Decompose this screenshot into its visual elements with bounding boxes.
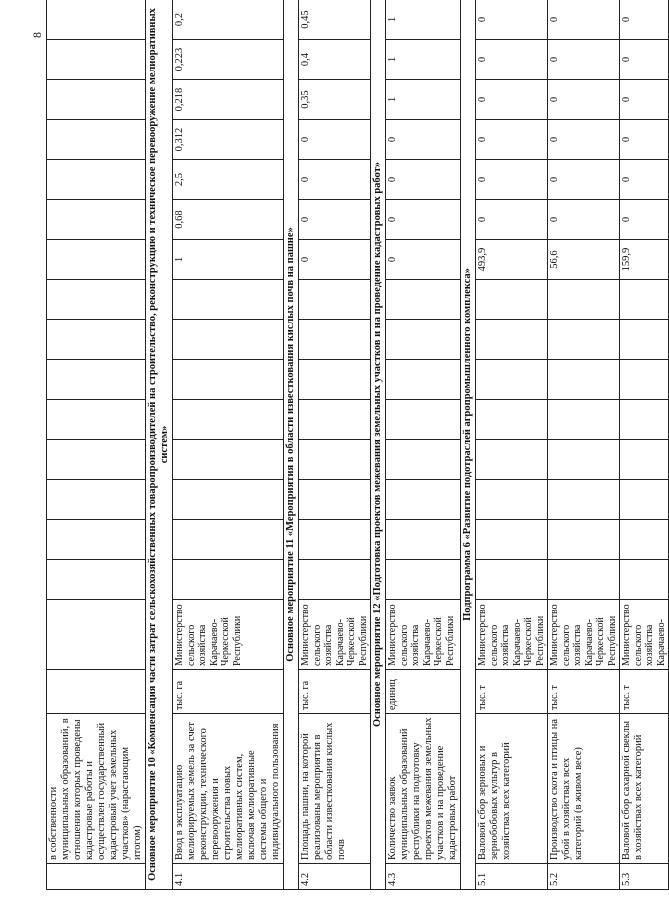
empty-cell: [548, 360, 620, 400]
unit-cell: тыс. т: [620, 670, 669, 714]
indicator-table: [46, 0, 669, 890]
empty-cell: [476, 280, 548, 320]
empty-cell: [173, 320, 284, 360]
table-row: [548, 0, 620, 890]
indicator-name: Валовой сбор зерновых и зернобобовых культур в хозяйствах всех категорий: [476, 714, 548, 864]
empty-cell: [299, 400, 371, 440]
row-number: 5.1: [476, 864, 548, 890]
indicator-name: Валовой сбор сахарной свеклы в хозяйствах всех категорий: [620, 714, 669, 864]
unit-cell: тыс. га: [299, 670, 371, 714]
value-cell: 0: [620, 200, 669, 240]
empty-cell: [299, 560, 371, 600]
value-cell: 0,45: [299, 0, 371, 40]
value-cell: 0: [548, 200, 620, 240]
value-cell: 0,223: [173, 40, 284, 80]
empty-cell: [386, 360, 461, 400]
section-title: Подпрограмма 6 «Развитие подотраслей агропромышленного комплекса»: [461, 0, 476, 890]
row-number: 4.3: [386, 864, 461, 890]
empty-cell: [620, 440, 669, 480]
empty-cell: [476, 360, 548, 400]
empty-cell: [386, 440, 461, 480]
value-cell: 0: [476, 0, 548, 40]
table-row: [47, 0, 146, 890]
table-body: [47, 0, 669, 890]
section-header-row: [284, 0, 299, 890]
value-cell: 0: [620, 160, 669, 200]
continuation-text: в собственности муниципальных образований, в отношении которых проведены кадастровые работы и осуществлен государственный кадастровый учет земельных участков» (нарастающим итогом): [47, 714, 146, 864]
value-cell: 0: [476, 160, 548, 200]
section-title: Основное мероприятие 11 «Мероприятия в области известкования кислых почв на пашне»: [284, 0, 299, 890]
empty-cell: [620, 520, 669, 560]
value-cell: 0: [620, 40, 669, 80]
table-row: [299, 0, 371, 890]
value-cell: 0: [386, 160, 461, 200]
empty-cell: [476, 440, 548, 480]
value-cell: 0: [548, 80, 620, 120]
value-cell: 56,6: [548, 240, 620, 280]
responsible-org: Министерство сельского хозяйства Карачаево-Черкесской Республики: [299, 600, 371, 670]
value-cell: 0: [386, 200, 461, 240]
value-cell: 0: [386, 240, 461, 280]
empty-cell: [476, 560, 548, 600]
value-cell: 0: [299, 160, 371, 200]
section-header-row: [461, 0, 476, 890]
value-cell: 1: [386, 40, 461, 80]
empty-cell: [299, 280, 371, 320]
value-cell: 1: [386, 0, 461, 40]
value-cell: 0: [620, 80, 669, 120]
unit-cell: тыс. га: [173, 670, 284, 714]
value-cell: 0: [299, 200, 371, 240]
section-header-row: [146, 0, 173, 890]
value-cell: 1: [386, 80, 461, 120]
value-cell: 0: [548, 160, 620, 200]
table-row: [620, 0, 669, 890]
row-number: 5.2: [548, 864, 620, 890]
rotated-page: [30, 8, 667, 890]
value-cell: 493,9: [476, 240, 548, 280]
empty-cell: [299, 480, 371, 520]
value-cell: 0: [620, 120, 669, 160]
empty-cell: [299, 440, 371, 480]
indicator-name: Ввод в эксплуатацию мелиорируемых земель за счет реконструкции, технического перевооружения и строительства новых мелиоративных систем, включая мелиоративные системы общего и индивидуального пользования: [173, 714, 284, 864]
value-cell: 0: [548, 40, 620, 80]
indicator-name: Производство скота и птицы на убой в хозяйствах всех категорий (в живом весе): [548, 714, 620, 864]
value-cell: 159,9: [620, 240, 669, 280]
value-cell: 0,312: [173, 120, 284, 160]
table-row: [476, 0, 548, 890]
responsible-org: Министерство сельского хозяйства Карачаево-Черкесской Республики: [173, 600, 284, 670]
empty-cell: [548, 440, 620, 480]
empty-cell: [620, 400, 669, 440]
empty-cell: [476, 480, 548, 520]
value-cell: 0: [476, 80, 548, 120]
empty-cell: [620, 360, 669, 400]
responsible-org: Министерство сельского хозяйства Карачаево-Черкесской Республики: [548, 600, 620, 670]
responsible-org: Министерство сельского хозяйства Карачаево-: [620, 600, 669, 670]
value-cell: 0: [476, 120, 548, 160]
row-number: 4.1: [173, 864, 284, 890]
empty-cell: [299, 320, 371, 360]
indicator-name: Площадь пашни, на которой реализованы мероприятия в области известкования кислых почв: [299, 714, 371, 864]
empty-cell: [476, 520, 548, 560]
value-cell: 0: [299, 120, 371, 160]
unit-cell: единиц: [386, 670, 461, 714]
value-cell: 0: [299, 240, 371, 280]
value-cell: 0: [548, 120, 620, 160]
value-cell: 0: [476, 40, 548, 80]
empty-cell: [620, 560, 669, 600]
empty-cell: [386, 520, 461, 560]
value-cell: 0: [620, 0, 669, 40]
unit-cell: тыс. т: [548, 670, 620, 714]
value-cell: 0,4: [299, 40, 371, 80]
responsible-org: Министерство сельского хозяйства Карачаево-Черкесской Республики: [386, 600, 461, 670]
empty-cell: [386, 400, 461, 440]
empty-cell: [476, 320, 548, 360]
empty-cell: [620, 280, 669, 320]
empty-cell: [173, 440, 284, 480]
responsible-org: Министерство сельского хозяйства Карачаево-Черкесской Республики: [476, 600, 548, 670]
row-number: 4.2: [299, 864, 371, 890]
empty-cell: [173, 280, 284, 320]
empty-cell: [548, 280, 620, 320]
empty-cell: [299, 360, 371, 400]
value-cell: 0,218: [173, 80, 284, 120]
empty-cell: [548, 520, 620, 560]
value-cell: 0: [476, 200, 548, 240]
value-cell: 1: [173, 240, 284, 280]
empty-cell: [548, 480, 620, 520]
table-row: [173, 0, 284, 890]
value-cell: 0,35: [299, 80, 371, 120]
empty-cell: [620, 320, 669, 360]
section-title: Основное мероприятие 12 «Подготовка проектов межевания земельных участков и на проведение кадастровых работ»: [371, 0, 386, 890]
row-number: 5.3: [620, 864, 669, 890]
empty-cell: [173, 360, 284, 400]
value-cell: 0,68: [173, 200, 284, 240]
empty-cell: [548, 400, 620, 440]
indicator-name: Количество заявок муниципальных образований республики на подготовку проектов межевания земельных участков и на проведение кадастровых работ: [386, 714, 461, 864]
empty-cell: [173, 520, 284, 560]
empty-cell: [548, 560, 620, 600]
value-cell: 2,5: [173, 160, 284, 200]
empty-cell: [299, 520, 371, 560]
section-title: Основное мероприятие 10 «Компенсация части затрат сельскохозяйственных товаропроизводителей на строительство, реконструкцию и техническое перевооружение мелиоративных систем»: [146, 0, 173, 890]
empty-cell: [173, 480, 284, 520]
empty-cell: [386, 280, 461, 320]
value-cell: 0: [548, 0, 620, 40]
value-cell: 0: [386, 120, 461, 160]
empty-cell: [173, 400, 284, 440]
empty-cell: [548, 320, 620, 360]
empty-cell: [173, 560, 284, 600]
page-number: 8: [30, 32, 44, 38]
empty-cell: [476, 400, 548, 440]
empty-cell: [620, 480, 669, 520]
unit-cell: тыс. т: [476, 670, 548, 714]
empty-cell: [386, 320, 461, 360]
table-row: [386, 0, 461, 890]
value-cell: 0,2: [173, 0, 284, 40]
section-header-row: [371, 0, 386, 890]
empty-cell: [386, 560, 461, 600]
empty-cell: [386, 480, 461, 520]
